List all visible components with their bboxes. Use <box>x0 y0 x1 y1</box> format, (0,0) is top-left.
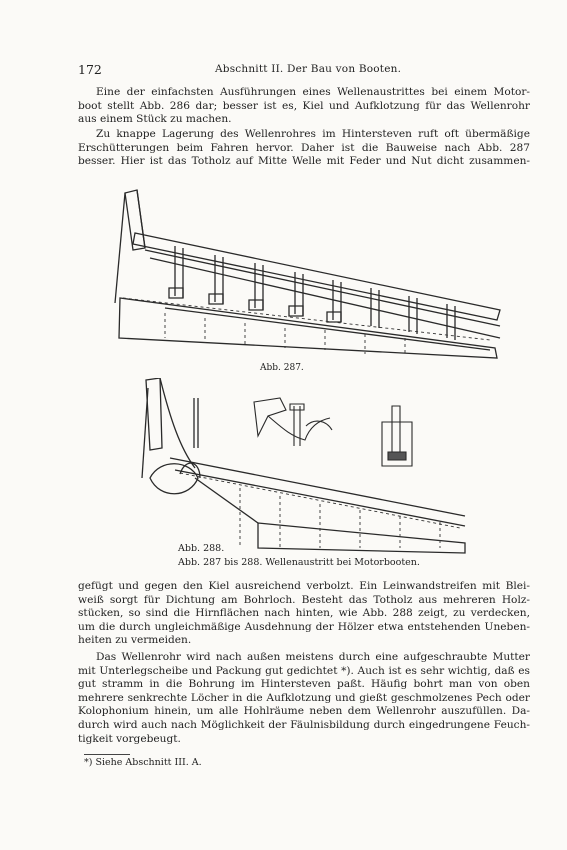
figure-caption: Abb. 287 bis 288. Wellenaustritt bei Motorbooten. <box>178 557 420 568</box>
text-line: Das Wellenrohr wird nach außen meistens durch eine aufgeschraubte Mutter <box>96 651 530 663</box>
paragraph-3 <box>78 580 530 648</box>
paragraph-2 <box>78 128 530 169</box>
text-line: Erschütterungen beim Fahren hervor. Daher ist die Bauweise nach Abb. 287 <box>78 141 530 154</box>
footnote: *) Siehe Abschnitt III. A. <box>84 757 202 768</box>
figure-287-drawing <box>105 188 535 373</box>
paragraph-1 <box>78 86 530 127</box>
text-line: Kolophonium hinein, um alle Hohlräume neben dem Wellenrohr auszufüllen. Da- <box>78 705 530 718</box>
figure-288-label: Abb. 288. <box>178 543 225 554</box>
figure-288-detail-b <box>376 404 418 470</box>
text-line: durch wird auch nach Möglichkeit der Fäulnisbildung durch eingedrungene Feuch- <box>78 718 530 731</box>
text-line: Eine der einfachsten Ausführungen eines Wellenaustrittes bei einem Motor- <box>96 86 530 98</box>
text-line: besser. Hier ist das Totholz auf Mitte Welle mit Feder und Nut dicht zusammen- <box>78 155 530 168</box>
text-line: heiten zu vermeiden. <box>78 634 192 647</box>
figure-287-label: Abb. 287. <box>260 363 304 373</box>
text-line: Zu knappe Lagerung des Wellenrohres im Hintersteven ruft oft übermäßige <box>96 128 530 140</box>
page-header <box>78 62 530 78</box>
text-line: boot stellt Abb. 286 dar; besser ist es, Kiel und Aufklotzung für das Wellenrohr <box>78 99 530 112</box>
text-line: um die durch ungleichmäßige Ausdehnung der Hölzer etwa entstehenden Uneben- <box>78 620 530 633</box>
text-line: tigkeit vorgebeugt. <box>78 732 181 745</box>
text-line: gut stramm in die Bohrung im Hintersteven paßt. Häufig bohrt man von oben <box>78 678 530 691</box>
text-line: weiß sorgt für Dichtung am Bohrloch. Besteht das Totholz aus mehreren Holz- <box>78 593 530 606</box>
running-head: Abschnitt II. Der Bau von Booten. <box>215 63 402 75</box>
text-line: gefügt und gegen den Kiel ausreichend verbolzt. Ein Leinwandstreifen mit Blei- <box>78 580 530 592</box>
figure-288-detail-a <box>250 396 340 456</box>
page-number: 172 <box>78 62 102 77</box>
text-line: stücken, so sind die Hirnflächen nach hinten, wie Abb. 288 zeigt, zu verdecken, <box>78 607 530 620</box>
text-line: aus einem Stück zu machen. <box>78 113 232 126</box>
text-line: mehrere senkrechte Löcher in die Aufklotzung und gießt geschmolzenes Pech oder <box>78 691 530 704</box>
text-line: mit Unterlegscheibe und Packung gut gedichtet *). Auch ist es sehr wichtig, daß es <box>78 664 530 677</box>
paragraph-4 <box>78 651 530 746</box>
footnote-rule <box>84 754 130 755</box>
